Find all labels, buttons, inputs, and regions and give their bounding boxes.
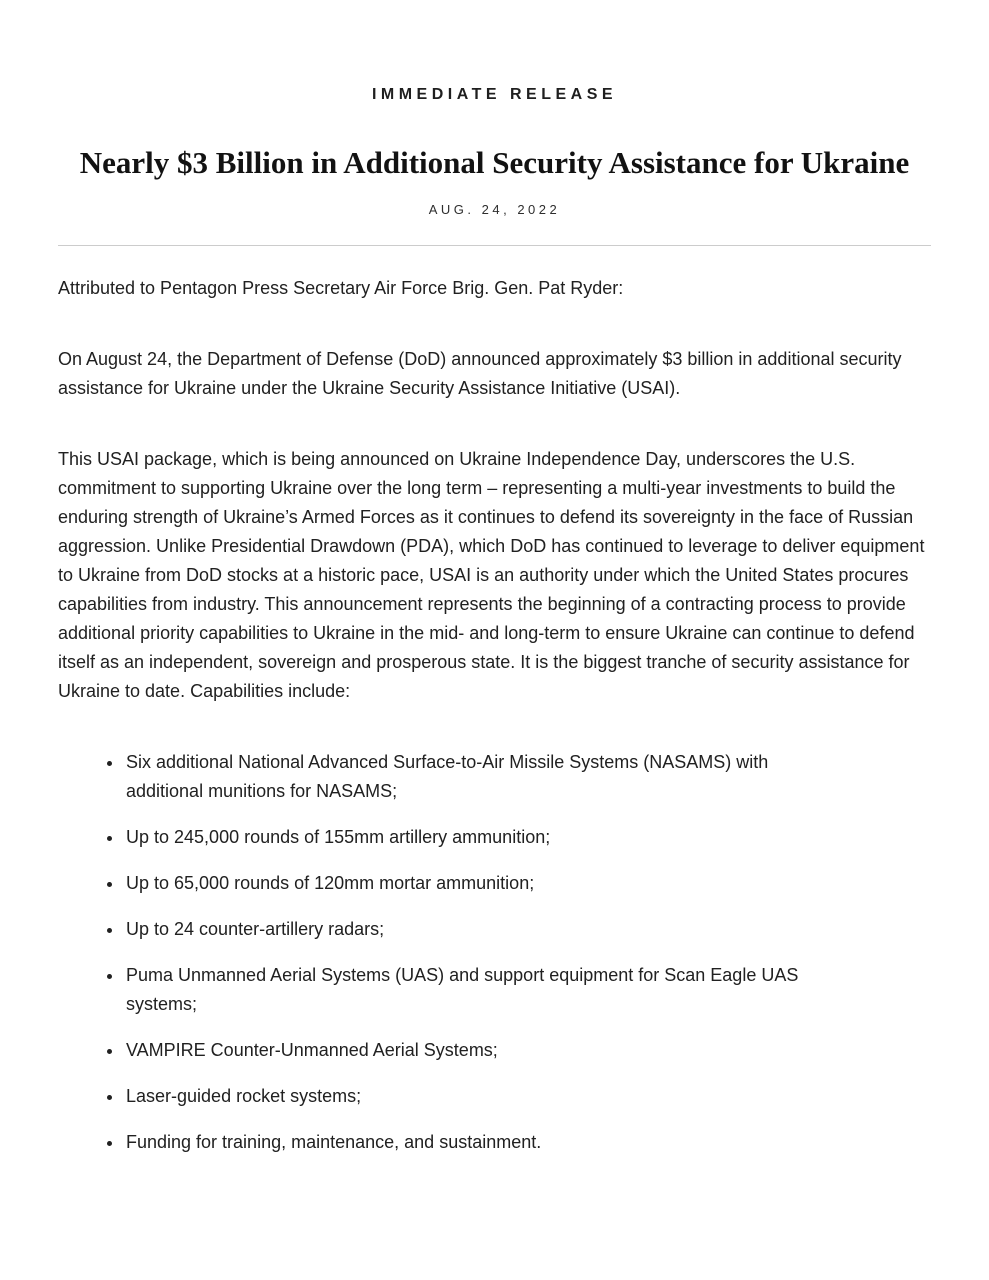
list-item-funding: • Funding for training, maintenance, and sustainment. xyxy=(124,1128,839,1157)
details-paragraph: This USAI package, which is being announced on Ukraine Independence Day, underscores the U.S. commitment to supporting Ukraine over the long term – representing a multi-year investments to build the enduring strength of Ukraine’s Armed Forces as it continues to defend its sovereignty in the face of Russian aggression. Unlike Presidential Drawdown (PDA), which DoD has continued to leverage to deliver equipment to Ukraine from DoD stocks at a historic pace, USAI is an authority under which the United States procures capabilities from industry. This announcement represents the beginning of a contracting process to provide additional priority capabilities to Ukraine in the mid- and long-term to ensure Ukraine can continue to defend itself as an independent, sovereign and prosperous state. It is the biggest tranche of security assistance for Ukraine to date. Capabilities include: xyxy=(58,449,925,701)
list-item-vampire: • VAMPIRE Counter-Unmanned Aerial Systems; xyxy=(124,1036,839,1065)
list-item-laser-guided-rockets: • Laser-guided rocket systems; xyxy=(124,1082,839,1111)
list-item-nasams: • Six additional National Advanced Surface-to-Air Missile Systems (NASAMS) with additional munitions for NASAMS; xyxy=(124,748,839,806)
article-body xyxy=(58,274,931,1157)
release-type-label: IMMEDIATE RELEASE xyxy=(371,86,618,103)
list-item-155mm-ammunition: • Up to 245,000 rounds of 155mm artillery ammunition; xyxy=(124,823,839,852)
capabilities-list xyxy=(58,748,931,1157)
release-date: AUG. 24, 2022 xyxy=(428,202,561,217)
attribution-paragraph: Attributed to Pentagon Press Secretary Air Force Brig. Gen. Pat Ryder: xyxy=(58,278,624,298)
list-item-120mm-ammunition: • Up to 65,000 rounds of 120mm mortar ammunition; xyxy=(124,869,839,898)
announcement-paragraph: On August 24, the Department of Defense (DoD) announced approximately $3 billion in additional security assistance for Ukraine under the Ukraine Security Assistance Initiative (USAI). xyxy=(58,349,902,398)
list-item-counter-artillery-radars: • Up to 24 counter-artillery radars; xyxy=(124,915,839,944)
list-item-puma-uas: • Puma Unmanned Aerial Systems (UAS) and support equipment for Scan Eagle UAS systems; xyxy=(124,961,839,1019)
page-title: Nearly $3 Billion in Additional Security Assistance for Ukraine xyxy=(79,145,910,180)
divider xyxy=(58,245,931,246)
